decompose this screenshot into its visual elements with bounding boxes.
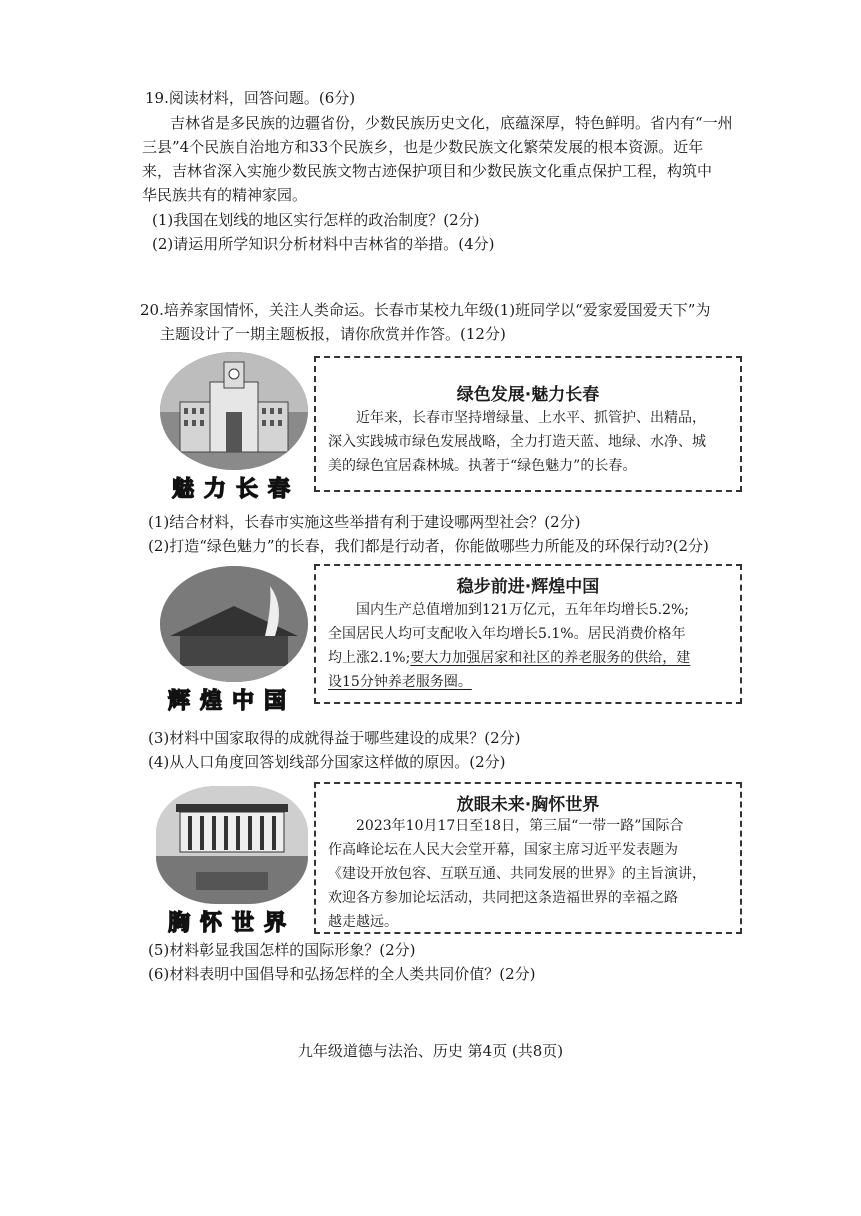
section1-box-line-3: 美的绿色宜居森林城。执著于“绿色魅力”的长春。 xyxy=(328,458,637,474)
section1-box-title: 绿色发展·魅力长春 xyxy=(456,385,600,405)
section3-box-line-1: 2023年10月17日至18日，第三届“一带一路”国际合 xyxy=(356,818,684,834)
section1-box-line-1: 近年来，长春市坚持增绿量、上水平、抓管护、出精品， xyxy=(356,410,706,426)
section2-box-title: 稳步前进·辉煌中国 xyxy=(456,577,600,597)
section1-caption: 魅力长春 xyxy=(172,477,301,502)
tiananmen-illustration xyxy=(160,566,308,682)
q20-sub-question-5: (5)材料彰显我国怎样的国际形象？(2分) xyxy=(148,941,416,959)
q19-sub-question-1: (1)我国在划线的地区实行怎样的政治制度？(2分) xyxy=(152,211,480,229)
page-footer: 九年级道德与法治、历史 第4页 (共8页) xyxy=(297,1042,564,1060)
section3-caption: 胸怀世界 xyxy=(168,911,297,936)
q20-sub-question-4: (4)从人口角度回答划线部分国家这样做的原因。(2分) xyxy=(148,753,506,771)
great-hall-photo xyxy=(156,786,308,904)
section3-box-line-2: 作高峰论坛在人民大会堂开幕，国家主席习近平发表题为 xyxy=(328,842,678,858)
q20-title-line-1: 20.培养家国情怀，关注人类命运。长春市某校九年级(1)班同学以“爱家爱国爱天下”为 xyxy=(140,301,711,319)
section3-box-line-5: 越走越远。 xyxy=(328,914,398,930)
q19-para-line-4: 华民族共有的精神家园。 xyxy=(142,186,308,204)
section3-box xyxy=(314,782,742,934)
tiananmen-photo xyxy=(160,566,308,682)
q19-para-line-2: 三县”4个民族自治地方和33个民族乡，也是少数民族文化繁荣发展的根本资源。近年 xyxy=(142,138,704,156)
section2-caption: 辉煌中国 xyxy=(168,689,297,714)
q19-para-line-1 xyxy=(170,113,733,133)
section2-box-line-3-start: 均上涨2.1%; xyxy=(328,650,411,666)
section2-box-underlined-1: 要大力加强居家和社区的养老服务的供给，建 xyxy=(410,650,691,666)
q20-sub-question-1: (1)结合材料，长春市实施这些举措有利于建设哪两型社会？(2分) xyxy=(148,513,581,531)
section3-box-line-4: 欢迎各方参加论坛活动，共同把这条造福世界的幸福之路 xyxy=(328,890,678,906)
section3-box-title: 放眼未来·胸怀世界 xyxy=(456,795,600,815)
q20-sub-question-2: (2)打造“绿色魅力”的长春，我们都是行动者，你能做哪些力所能及的环保行动?(2分) xyxy=(148,537,709,555)
section2-box-line-3 xyxy=(328,648,690,668)
q19-para-line-3: 来，吉林省深入实施少数民族文物古迹保护项目和少数民族文化重点保护工程，构筑中 xyxy=(142,162,713,180)
section1-box-line-2: 深入实践城市绿色发展战略，全力打造天蓝、地绿、水净、城 xyxy=(328,434,706,450)
q19-title: 19.阅读材料，回答问题。(6分) xyxy=(145,89,356,107)
section2-box-line-1: 国内生产总值增加到121万亿元，五年年均增长5.2%; xyxy=(356,602,690,618)
section2-box-underlined-2: 设15分钟养老服务圈。 xyxy=(328,674,472,690)
changchun-building-photo xyxy=(160,352,308,470)
q20-title-line-2: 主题设计了一期主题板报，请你欣赏并作答。(12分) xyxy=(160,325,506,343)
building-illustration xyxy=(160,352,308,470)
q19-para-line-1-text: 吉林省是多民族的边疆省份，少数民族历史文化，底蕴深厚，特色鲜明。省内有“一州 xyxy=(170,114,733,132)
q20-sub-question-6: (6)材料表明中国倡导和弘扬怎样的全人类共同价值？(2分) xyxy=(148,965,536,983)
section2-box-line-2: 全国居民人均可支配收入年均增长5.1%。居民消费价格年 xyxy=(328,626,686,642)
section3-box-line-3: 《建设开放包容、互联互通、共同发展的世界》的主旨演讲， xyxy=(328,866,706,882)
q19-sub-question-2: (2)请运用所学知识分析材料中吉林省的举措。(4分) xyxy=(152,235,495,253)
section1-box xyxy=(314,356,742,492)
q20-sub-question-3: (3)材料中国家取得的成就得益于哪些建设的成果？(2分) xyxy=(148,729,521,747)
great-hall-illustration xyxy=(156,786,308,904)
section2-box xyxy=(314,564,742,704)
